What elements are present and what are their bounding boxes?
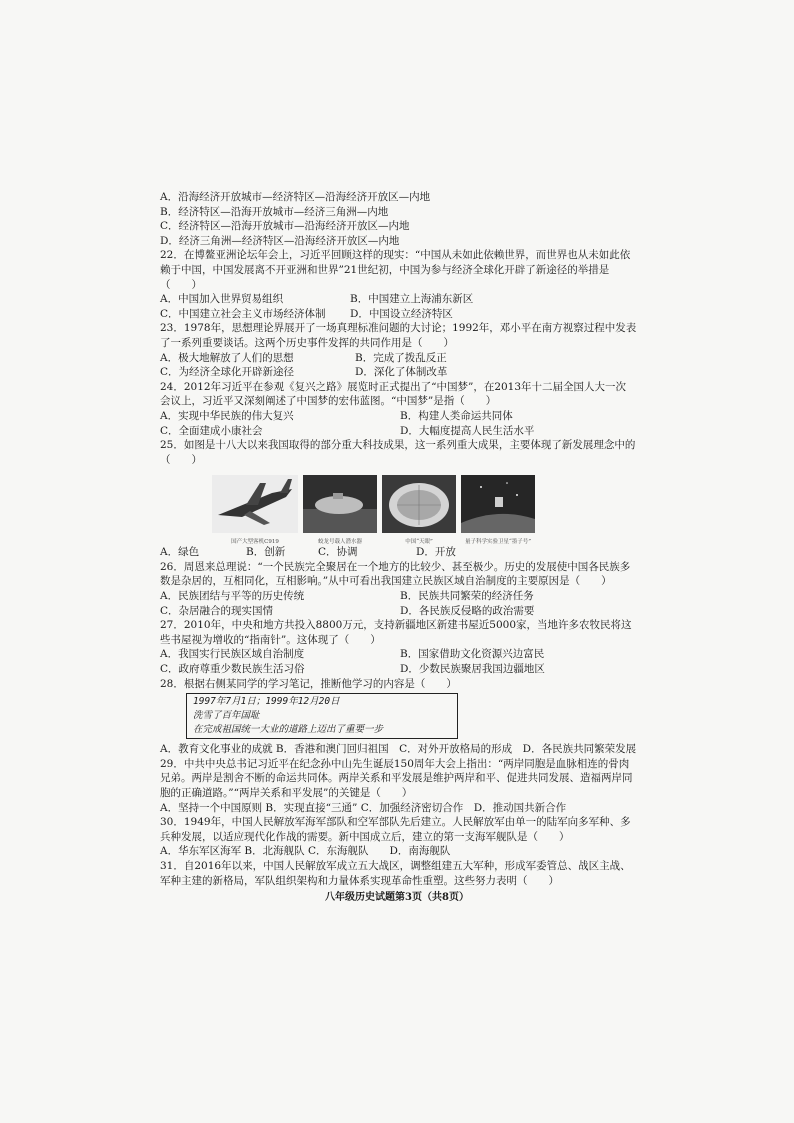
page-footer: 八年级历史试题第3页（共8页） xyxy=(325,892,469,903)
q25-options-row xyxy=(160,545,670,560)
q22-stem-1: 22．在博鳌亚洲论坛年会上，习近平回顾这样的现实：“中国从未如此依赖世界，而世界也从未如此依 xyxy=(160,249,631,262)
q27-option-b: B．国家借助文化资源兴边富民 xyxy=(400,648,545,661)
q27-option-c: C．政府尊重少数民族生活习俗 xyxy=(160,663,305,676)
q26-stem-1: 26．周恩来总理说：“一个民族完全聚居在一个地方的比较少、甚至极少。历史的发展使中国各民族多 xyxy=(160,560,631,573)
q24-stem-1: 24．2012年习近平在参观《复兴之路》展览时正式提出了“中国梦”，在2013年十二届全国人大一次 xyxy=(160,380,627,393)
q21-option-b: B．经济特区—沿海开放城市—经济三角洲—内地 xyxy=(160,205,389,218)
q29-stem-3: 胞的正确道路。”“两岸关系和平发展”的关键是（ ） xyxy=(160,787,413,799)
q28-options: A．教育文化事业的成就 B．香港和澳门回归祖国 C．对外开放格局的形成 D．各民族共同繁荣发展 xyxy=(160,743,637,756)
figure-fast xyxy=(382,475,456,545)
q23-option-a: A．极大地解放了人们的思想 xyxy=(160,351,294,364)
q23-options-row-2 xyxy=(160,365,670,380)
question-31 xyxy=(160,859,670,888)
q22-option-b: B．中国建立上海浦东新区 xyxy=(350,293,474,306)
q26-option-b: B．民族共同繁荣的经济任务 xyxy=(400,590,534,603)
q26-option-c: C．杂居融合的现实国情 xyxy=(160,604,274,617)
q30-stem-1: 30．1949年，中国人民解放军海军部队和空军部队先后建立。人民解放军由单一的陆军向多军种、多 xyxy=(160,816,631,829)
question-24 xyxy=(160,380,670,438)
caption-mozi: 量子科学实验卫星“墨子号” xyxy=(464,538,532,545)
question-22 xyxy=(160,248,670,321)
question-25 xyxy=(160,438,670,560)
q21-option-d: D．经济三角洲—经济特区—沿海经济开放区—内地 xyxy=(160,234,400,247)
caption-c919: 国产大型客机C919 xyxy=(231,538,279,545)
q21-option-a: A．沿海经济开放城市—经济特区—沿海经济开放区—内地 xyxy=(160,191,431,203)
submersible-image xyxy=(303,475,377,533)
question-23 xyxy=(160,321,670,379)
q27-stem-1: 27．2010年，中央和地方共投入8800万元，支持新疆地区新建书屋近5000家，当地许多农牧民将这 xyxy=(160,619,632,632)
figure-mozi xyxy=(461,475,535,545)
q23-stem-2: 了一系列重要谈话。这两个历史事件发挥的共同作用是（ ） xyxy=(160,336,454,349)
q22-options-row-1 xyxy=(160,292,670,307)
q23-option-c: C．为经济全球化开辟新途径 xyxy=(160,366,295,379)
q23-option-d: D．深化了体制改革 xyxy=(355,366,448,379)
q29-stem-2: 兄弟。两岸是割舍不断的命运共同体。两岸关系和平发展是维护两岸和平、促进共同发展、造福两岸同 xyxy=(160,772,633,785)
q29-options: A．坚持一个中国原则 B．实现直接“三通” C．加强经济密切合作 D．推动国共新合作 xyxy=(160,801,567,814)
note-line-3: 在完成祖国统一大业的道路上迈出了重要一步 xyxy=(193,724,384,736)
q23-option-b: B．完成了拨乱反正 xyxy=(355,351,447,364)
q25-option-b: B．创新 xyxy=(246,546,286,559)
question-26 xyxy=(160,560,670,618)
figure-c919 xyxy=(212,475,298,545)
telescope-image xyxy=(382,475,456,533)
q26-option-a: A．民族团结与平等的历史传统 xyxy=(160,590,305,603)
q25-stem-2: （ ） xyxy=(160,453,202,466)
q31-stem-2: 军种主建的新格局，军队组织架构和力量体系实现革命性重塑。这些努力表明（ ） xyxy=(160,874,559,887)
q27-options-row-2 xyxy=(160,662,670,677)
exam-page xyxy=(160,190,670,888)
q24-option-a: A．实现中华民族的伟大复兴 xyxy=(160,409,294,422)
q24-options-row-2 xyxy=(160,424,670,439)
satellite-image xyxy=(461,475,535,533)
figure-jiaolong xyxy=(303,475,377,545)
q26-options-row-2 xyxy=(160,604,670,619)
q29-stem-1: 29．中共中央总书记习近平在纪念孙中山先生诞辰150周年大会上指出：“两岸同胞是血脉相连的骨肉 xyxy=(160,757,630,770)
q22-options-row-2 xyxy=(160,307,670,322)
question-28 xyxy=(160,677,670,757)
q30-stem-2: 兵种发展，以适应现代化作战的需要。新中国成立后，建立的第一支海军舰队是（ ） xyxy=(160,830,570,843)
q23-options-row-1 xyxy=(160,351,670,366)
q22-stem-2: 赖于中国，中国发展离不开亚洲和世界”21世纪初，中国为参与经济全球化开辟了新途径的举措是 xyxy=(160,263,610,276)
q25-option-d: D．开放 xyxy=(416,546,456,559)
q25-stem-1: 25．如图是十八大以来我国取得的部分重大科技成果，这一系列重大成果，主要体现了新发展理念中的 xyxy=(160,439,636,452)
q21-option-c: C．经济特区—沿海开放城市—沿海经济开放区—内地 xyxy=(160,220,410,233)
question-30 xyxy=(160,815,670,859)
q23-stem-1: 23．1978年，思想理论界展开了一场真理标准问题的大讨论；1992年，邓小平在南方视察过程中发表 xyxy=(160,322,637,335)
q28-stem: 28．根据右侧某同学的学习笔记，推断他学习的内容是（ ） xyxy=(160,677,457,690)
q27-options-row-1 xyxy=(160,647,670,662)
question-29 xyxy=(160,757,670,815)
study-note-box xyxy=(186,693,458,739)
q27-stem-2: 些书屋视为增收的“指南针”。这体现了（ ） xyxy=(160,633,381,646)
q22-option-c: C．中国建立社会主义市场经济体制 xyxy=(160,307,326,320)
q25-figures xyxy=(212,475,670,545)
q25-option-c: C．协调 xyxy=(318,546,358,559)
q27-option-a: A．我国实行民族区域自治制度 xyxy=(160,648,305,661)
q26-stem-2: 数是杂居的，互相同化，互相影响。”从中可看出我国建立民族区域自治制度的主要原因是（ ） xyxy=(160,575,612,588)
q26-options-row-1 xyxy=(160,589,670,604)
q21-options xyxy=(160,190,670,248)
question-27 xyxy=(160,618,670,676)
q24-option-b: B．构建人类命运共同体 xyxy=(400,409,513,422)
note-line-2: 洗雪了百年国耻 xyxy=(193,710,260,722)
caption-fast: 中国“天眼” xyxy=(405,538,433,545)
q25-option-a: A．绿色 xyxy=(160,546,200,559)
q22-option-a: A．中国加入世界贸易组织 xyxy=(160,293,284,306)
q24-options-row-1 xyxy=(160,409,670,424)
q30-options: A．华东军区海军 B．北海舰队 C．东海舰队 D．南海舰队 xyxy=(160,845,451,858)
q31-stem-1: 31．自2016年以来，中国人民解放军成立五大战区，调整组建五大军种，形成军委管总、战区主战、 xyxy=(160,859,631,872)
caption-jiaolong: 蛟龙号载人潜水器 xyxy=(317,538,362,545)
q24-option-c: C．全面建成小康社会 xyxy=(160,424,263,437)
q22-stem-3: （ ） xyxy=(160,278,202,291)
q27-option-d: D．少数民族聚居我国边疆地区 xyxy=(400,663,545,676)
note-line-1: 1997年7月1日；1999年12月20日 xyxy=(193,696,340,708)
airplane-image xyxy=(212,475,298,533)
q26-option-d: D．各民族反侵略的政治需要 xyxy=(400,604,535,617)
q22-option-d: D．中国设立经济特区 xyxy=(350,307,453,320)
q24-option-d: D．大幅度提高人民生活水平 xyxy=(400,424,535,437)
q24-stem-2: 会议上，习近平又深刻阐述了中国梦的宏伟蓝图。“中国梦”是指（ ） xyxy=(160,395,497,408)
